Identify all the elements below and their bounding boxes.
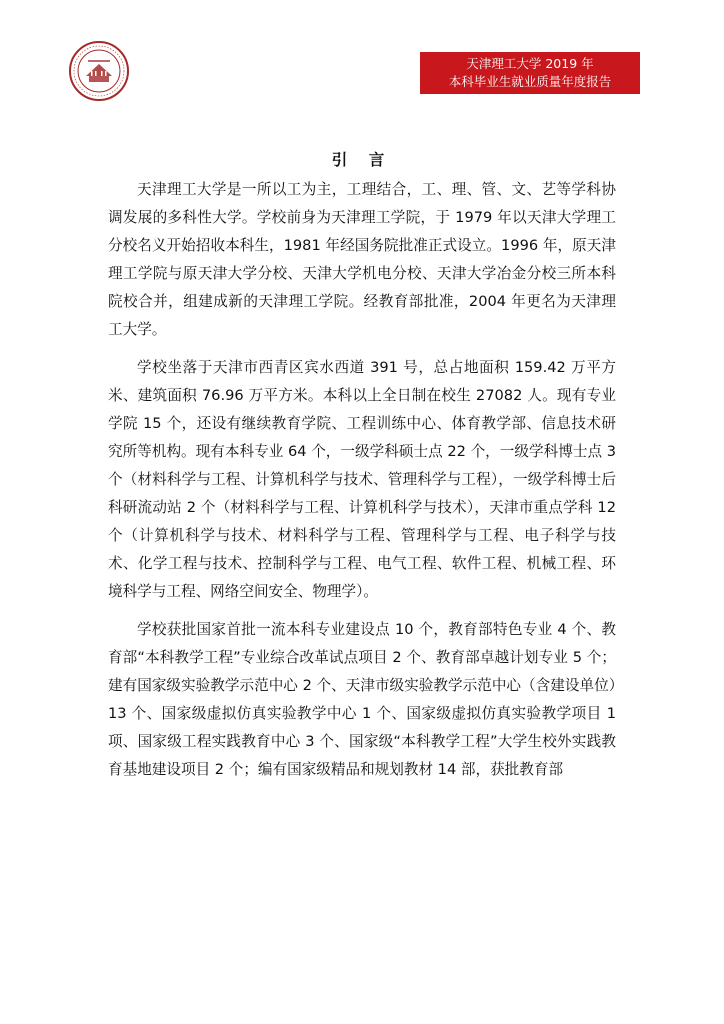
page-title: 引 言 (331, 151, 393, 169)
paragraph-2: 学校坐落于天津市西青区宾水西道 391 号，总占地面积 159.42 万平方米、建筑面积 76.96 万平方米。本科以上全日制在校生 27082 人。现有专业学院 15 个，还设有继续教育学院、工程训练中心、体育教学部、信息技术研究所等机构。现有本科专业 64 个，一级学科硕士点 22 个，一级学科博士点 3 个（材料科学与工程、计算机科学与技术、管理科学与工程），一级学科博士后科研流动站 2 个（材料科学与工程、计算机科学与技术），天津市重点学科 12 个（计算机科学与技术、材料科学与工程、管理科学与工程、电子科学与技术、化学工程与技术、控制科学与工程、电气工程、软件工程、机械工程、环境科学与工程、网络空间安全、物理学）。 (108, 359, 616, 600)
paragraph-1: 天津理工大学是一所以工为主，工理结合，工、理、管、文、艺等学科协调发展的多科性大学。学校前身为天津理工学院，于 1979 年以天津大学理工分校名义开始招收本科生，1981 年经国务院批准正式设立。1996 年，原天津理工学院与原天津大学分校、天津大学机电分校、天津大学冶金分校三所本科院校合并，组建成新的天津理工学院。经教育部批准，2004 年更名为天津理工大学。 (108, 181, 616, 338)
header-line-1: 天津理工大学 2019 年 (466, 56, 594, 71)
report-header-banner (420, 52, 640, 94)
header-line-2: 本科毕业生就业质量年度报告 (448, 74, 612, 89)
paragraph-3: 学校获批国家首批一流本科专业建设点 10 个，教育部特色专业 4 个、教育部“本科教学工程”专业综合改革试点项目 2 个、教育部卓越计划专业 5 个；建有国家级实验教学示范中心 2 个、天津市级实验教学示范中心（含建设单位）13 个、国家级虚拟仿真实验教学中心 1 个、国家级虚拟仿真实验教学项目 1 项、国家级工程实践教育中心 3 个、国家级“本科教学工程”大学生校外实践教育基地建设项目 2 个；编有国家级精品和规划教材 14 部，获批教育部 (108, 621, 616, 778)
university-seal-icon (68, 40, 130, 102)
document-body (108, 176, 616, 794)
